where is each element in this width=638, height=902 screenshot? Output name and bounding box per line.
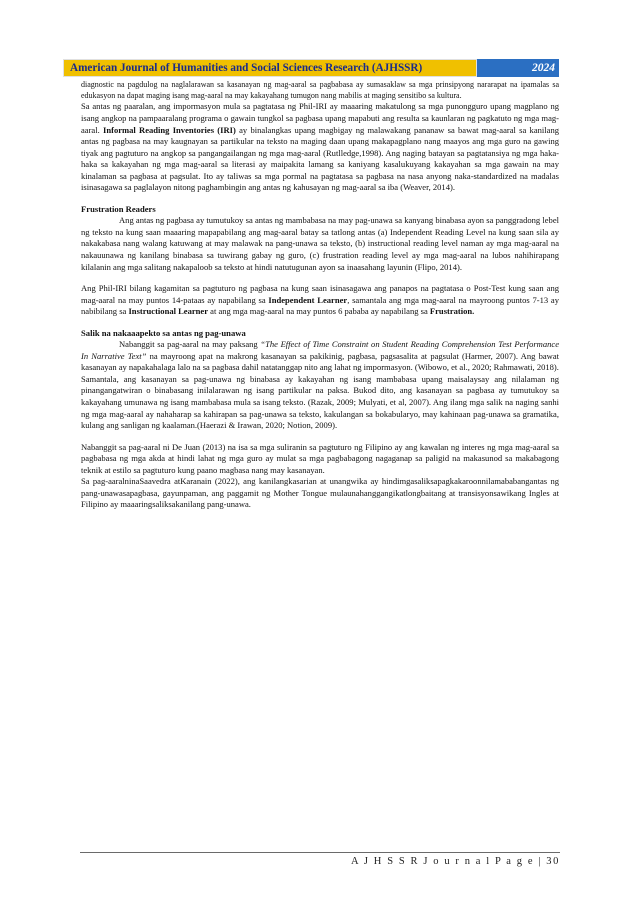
paragraph-phil-iri: Ang Phil-IRI bilang kagamitan sa pagtuturo ng pagbasa na kung saan isinasagawa ang panapos na pagtatasa o Post-Test kung saan ang mag-aaral na may puntos 14-pataas ay napabilang sa Independent Learner, samantala ang mga mag-aaral na mayroong puntos 7-13 ay nabibilang sa Instructional Learner at ang mga mag-aaral na may puntos 6 pababa ay napabilang sa Frustration. [81,283,559,317]
heading-frustration-readers: Frustration Readers [81,203,156,214]
term-frustration: Frustration. [429,306,475,317]
term-instructional-learner: Instructional Learner [128,306,209,317]
paragraph-reading-levels: Ang antas ng pagbasa ay tumutukoy sa antas ng mambabasa na may pag-unawa sa kanyang binabasa ayon sa panggradong lebel ng teksto na kung saan maaaring mapapabilang ang mag-aaral batay sa tatlong antas (a) Independent Reading Level na kung saan sila ay nakakabasa nang walang katuwang at may malawak na pang-unawa sa teksto, (b) instructional reading level naman ay mga mag-aaral na nakauunawa ng kanilang binabasa sa tuwirang gabay ng guro, (c) frustration reading level ay mga mag-aaral na lubos nahihirapang kilalanin ang mga salitang nakapaloob sa teksto at hindi natutugunan ayon sa inaasahang layunin (Flipo, 2014). [81,215,559,272]
journal-title: American Journal of Humanities and Social Sciences Research (AJHSSR) [63,59,477,77]
intro-paragraph: diagnostic na pagdulog na naglalarawan sa kasanayan ng mag-aaral sa pagbabasa ay sumasaklaw sa mga prinsipyong nararapat na ipamalas sa edukasyon na dapat maging isang mag-aaral na may kakayahang tumugon nang mabilis at maging sensitibo sa kultura. [81,80,559,101]
footer-divider [80,852,560,853]
term-independent-learner: Independent Learner [268,294,348,305]
study-title: “The Effect of Time Constraint on Student Reading Comprehension Test Performance In Narrative Text” [81,339,559,361]
article-body [81,79,559,511]
iri-term: Informal Reading Inventories (IRI) [103,124,236,135]
paragraph-de-juan: Nabanggit sa pag-aaral ni De Juan (2013) na isa sa mga suliranin sa pagtuturo ng Filipino ay ang kawalan ng interes ng mga mag-aaral sa pagbabasa ng mga akda at hindi lahat ng mga guro ay mulat sa mga pagbabagong nagaganap sa paligid na makasunod sa makabagong teknik at estilo sa pagtuturo kung paano magbasa nang may kasanayan. [81,441,559,475]
journal-year: 2024 [477,59,559,77]
paragraph-time-constraint: Nabanggit sa pag-aaral na may paksang “The Effect of Time Constraint on Student Reading Comprehension Test Performance In Narrative Text” na mayroong apat na makrong kasanayan sa pakikinig, pagbasa, pagsasalita at pagsulat (Harmer, 2007). Ang bawat kasanayan ay napakahalaga lalo na sa pagbasa dahil natatanggap nito ang lahat ng impormasyon. (Wibowo, et al., 2020; Rahmawati, 2018). [81,339,559,373]
page-footer: A J H S S R J o u r n a l P a g e | 30 [351,856,560,867]
heading-factors: Salik na nakaaapekto sa antas ng pag-unawa [81,327,246,338]
journal-header [63,59,559,77]
paragraph-school-level: Sa antas ng paaralan, ang impormasyon mula sa pagtatasa ng Phil-IRI ay maaaring makatulong sa mga punongguro upang magplano ng isang angkop na pampaaralang programa o gawain tungkol sa pagbasa upang mapabuti ang resulta sa kaunlaran ng pagkatuto ng mga mag-aaral. Informal Reading Inventories (IRI) ay binalangkas upang magbigay ng malawakang pananaw sa bawat mag-aaral sa kanilang antas ng pagbasa na may kaugnayan sa partikular na teksto na maging daan upang makapagplano nang maayos ang mga guro na gawing tiyak ang pagtuturo na angkop sa pangangailangan ng mga mag-aaral (Rutlledge,1998). Ang naging batayan sa pagtatansiya ng mga haka-haka sa kakayahan ng mga mag-aaral sa literasi ay maipakita lamang sa kaniyang kasalukuyang kakayahan sa mga gawain na may kinalaman sa pagbasa at pagsulat. Ito ay taliwas sa mga pormal na pagtatasa sa pagbasa na nasa anyong naka-standardized na madalas isinasagawa sa paglalayon nitong paghambingin ang antas ng kahusayan ng mag-aaral sa iba (Weaver, 2014). [81,101,559,193]
paragraph-comprehension-skill: Samantala, ang kasanayan sa pag-unawa ng binabasa ay kakayahan ng isang mambabasa upang maisalaysay ang nilalaman ng pinangangatwiran o binabasang inilalarawan ng isang partikular na paksa. Bukod dito, ang kasanayan sa pagbasa ay tumutukoy sa kakayahang umunawa ng isang mambabasa mula sa isang teksto. (Razak, 2009; Mulyati, et al, 2007). Ang ilang mga salik na naging sanhi ng mga mag-aaral ay nahaharap sa kahirapan sa pag-unawa sa teksto, kakulangan sa bokabularyo, may kahinaan pag-unawa sa gramatika, kulang ang sanligan ng kaalaman.(Haerazi & Irawan, 2020; Notion, 2009). [81,373,559,431]
paragraph-saavedra: Sa pag-aaralninaSaavedra atKaranain (2022), ang kanilangkasarian at unangwika ay hindimgasaliksapagkakaroonnilamababangantas ng pang-unawasapagbasa, gayunpaman, ang paggamit ng Mother Tongue mulaunahanggangikatlongbaitang at transisyonsawikang Ingles at Filipino ay maaaringsaliksakanilang pang-unawa. [81,476,559,510]
